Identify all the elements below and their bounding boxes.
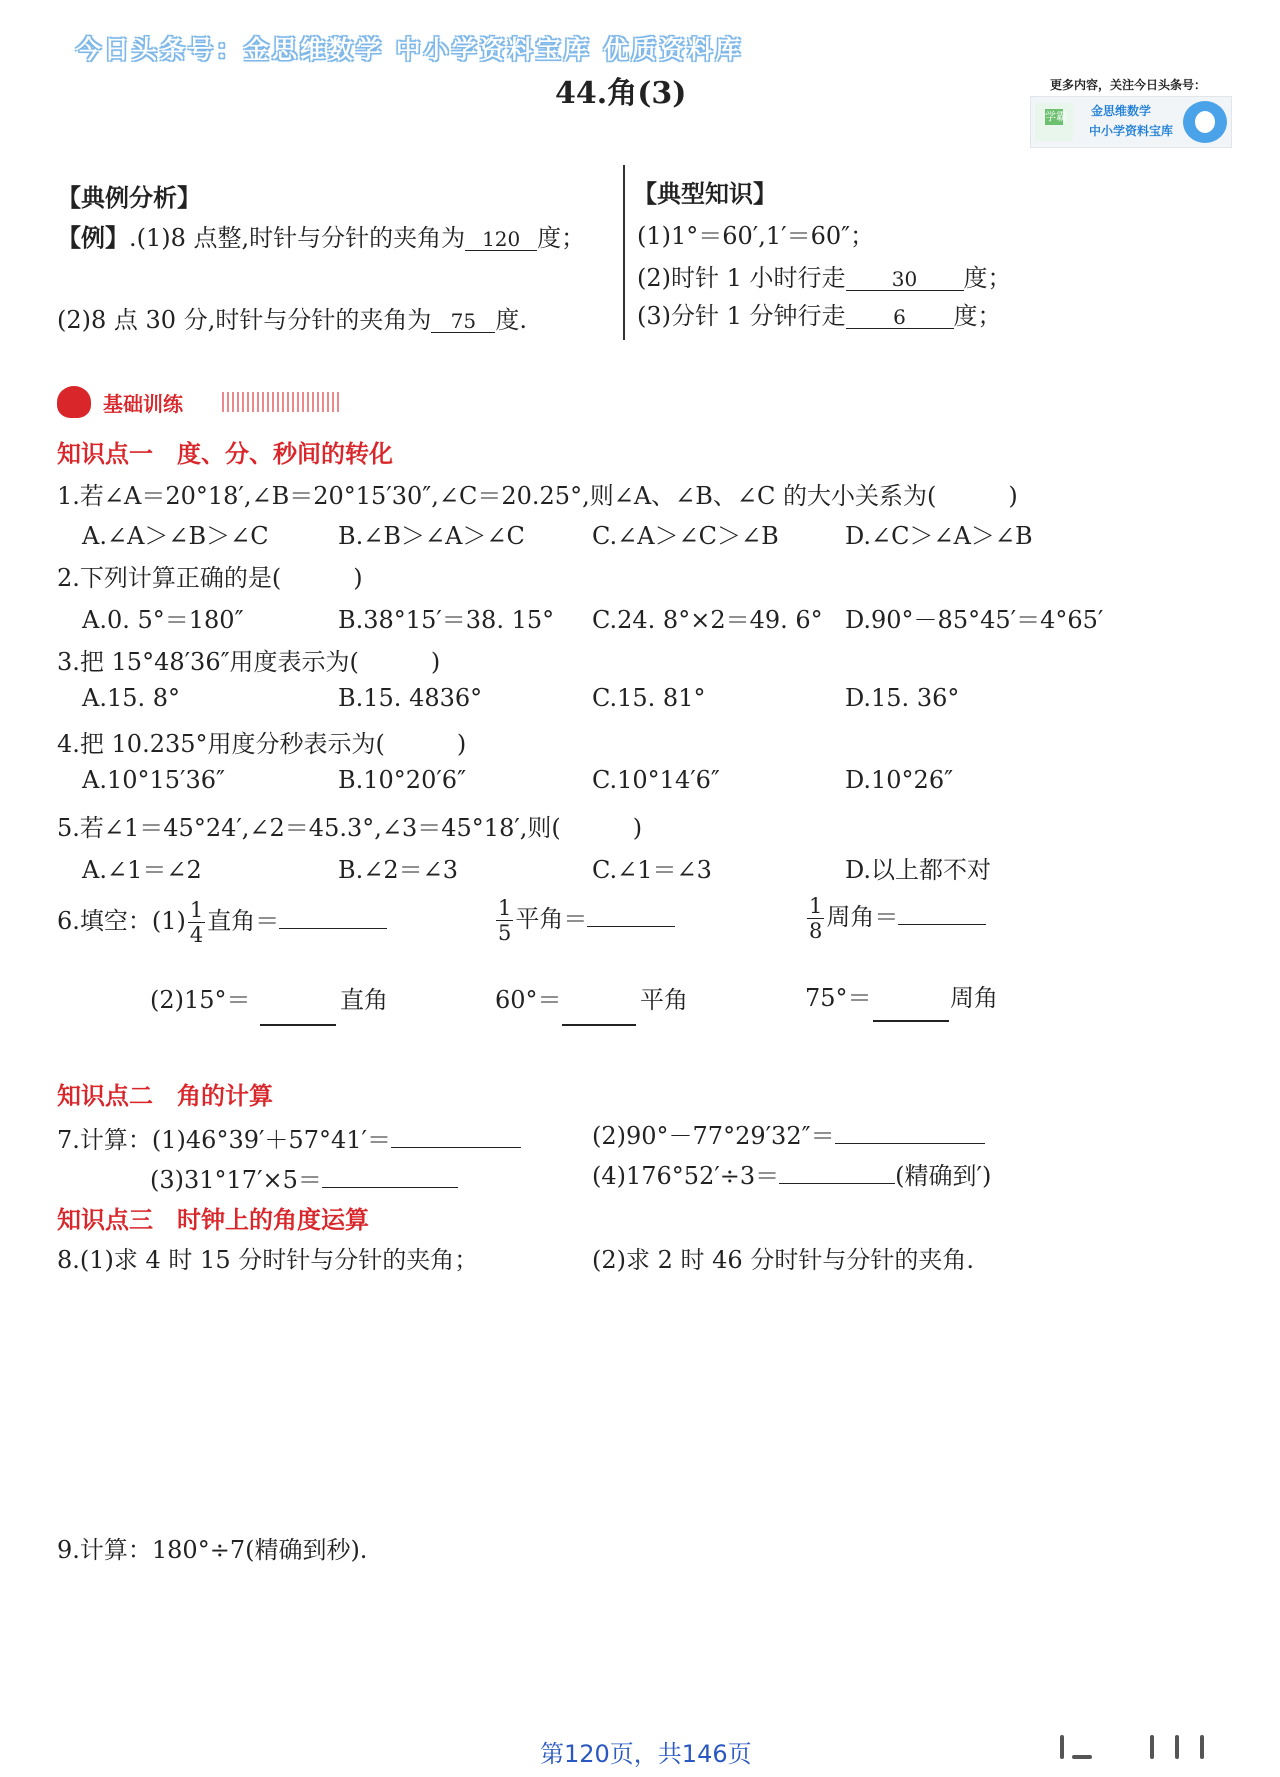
q4-option-c: C.10°14′6″	[592, 766, 720, 794]
q2-option-a: A.0. 5°＝180″	[82, 606, 244, 634]
q4-option-b: B.10°20′6″	[338, 766, 467, 794]
toolbar-bar-icon[interactable]	[1200, 1735, 1204, 1759]
q6-blank-6	[873, 1020, 949, 1022]
fraction-fifth	[496, 896, 513, 945]
column-divider	[623, 165, 625, 340]
q6-part2-b: 60°＝	[495, 986, 562, 1014]
q5-option-d: D.以上都不对	[845, 856, 992, 884]
example-label: 【例】	[57, 223, 129, 252]
q7-blank-4	[779, 1183, 895, 1184]
q5-option-b: B.∠2＝∠3	[338, 856, 459, 884]
page-indicator: 第120页，共146页	[540, 1740, 752, 1768]
fraction-quarter	[188, 898, 205, 947]
badge-label: 基础训练	[103, 392, 183, 416]
logo-text: 学霸	[1045, 110, 1067, 123]
q7-p2-text: (2)90°－77°29′32″＝	[592, 1122, 835, 1150]
toolbar-mark-icon[interactable]	[1060, 1735, 1064, 1759]
q4-stem: 4.把 10.235°用度分秒表示为( )	[57, 730, 467, 758]
q3-option-d: D.15. 36°	[845, 684, 960, 712]
q4-option-d: D.10°26″	[845, 766, 954, 794]
example-q1-answer: 120	[465, 228, 537, 251]
q2-option-b: B.38°15′＝38. 15°	[338, 606, 555, 634]
q6-part1-c	[805, 894, 986, 943]
toolbar-divider-icon[interactable]	[1150, 1735, 1154, 1759]
q7-p4-note: (精确到′)	[895, 1162, 992, 1190]
q1-stem: 1.若∠A＝20°18′,∠B＝20°15′30″,∠C＝20.25°,则∠A、∠B、∠C 的大小关系为( )	[57, 482, 1018, 510]
promo-card[interactable]	[1030, 96, 1232, 148]
q6-part2-unit1: 直角	[340, 986, 388, 1014]
promo-account-name: 金思维数学	[1091, 104, 1152, 118]
q7-blank-2	[835, 1143, 985, 1144]
q1-option-c: C.∠A＞∠C＞∠B	[592, 522, 779, 550]
knowledge-k3-suffix: 度；	[953, 302, 1002, 330]
q7-label: 7.计算：	[57, 1126, 152, 1154]
knowledge-k1: (1)1°＝60′,1′＝60″；	[637, 222, 875, 250]
header-banner: 今日头条号：金思维数学 中小学资料宝库 优质资料库	[76, 35, 744, 64]
q7-blank-1	[391, 1147, 521, 1148]
knowledge-k2-answer: 30	[846, 268, 964, 291]
q7-p3-text: (3)31°17′×5＝	[150, 1166, 322, 1194]
avatar-icon	[1183, 101, 1227, 143]
frac-den: 5	[498, 921, 512, 945]
q3-stem: 3.把 15°48′36″用度表示为( )	[57, 648, 441, 676]
badge-dots	[222, 392, 342, 412]
q7-part4	[592, 1156, 991, 1191]
q6-part2-c: 75°＝	[805, 984, 872, 1012]
q7-p1-text: (1)46°39′＋57°41′＝	[151, 1126, 391, 1154]
knowledge-heading: 【典型知识】	[633, 179, 777, 208]
q6-unit-straight-angle: 平角＝	[515, 905, 588, 933]
q8-part2: (2)求 2 时 46 分时针与分针的夹角.	[592, 1246, 974, 1274]
example-q1	[57, 218, 585, 253]
example-q2-text: (2)8 点 30 分,时针与分针的夹角为	[57, 306, 432, 334]
mascot-icon	[57, 386, 91, 418]
q6-unit-full-angle: 周角＝	[826, 903, 899, 931]
q3-option-b: B.15. 4836°	[338, 684, 483, 712]
frac-den: 4	[189, 923, 204, 947]
q7-part1	[57, 1120, 521, 1155]
q6-blank-5	[562, 1024, 636, 1026]
knowledge-k3	[637, 296, 1002, 331]
section-heading-2: 知识点二 角的计算	[57, 1082, 273, 1110]
q9: 9.计算：180°÷7(精确到秒).	[57, 1536, 368, 1564]
toolbar-bar-icon[interactable]	[1175, 1735, 1179, 1759]
app-logo-icon	[1035, 103, 1073, 141]
q5-stem: 5.若∠1＝45°24′,∠2＝45.3°,∠3＝45°18′,则( )	[57, 814, 643, 842]
fraction-eighth	[807, 894, 824, 943]
q3-option-c: C.15. 81°	[592, 684, 706, 712]
page-title: 44.角(3)	[555, 76, 687, 111]
q6-part1-b	[494, 896, 675, 945]
q2-stem: 2.下列计算正确的是( )	[57, 564, 363, 592]
knowledge-k3-answer: 6	[846, 306, 954, 329]
q6-part2-unit2: 平角	[640, 986, 688, 1014]
q2-option-c: C.24. 8°×2＝49. 6°	[592, 606, 823, 634]
section-heading-1: 知识点一 度、分、秒间的转化	[57, 440, 393, 468]
q1-option-a: A.∠A＞∠B＞∠C	[82, 522, 269, 550]
q7-part2	[592, 1116, 985, 1151]
frac-num: 1	[809, 894, 823, 918]
frac-num: 1	[189, 898, 204, 922]
knowledge-k3-text: (3)分针 1 分钟行走	[637, 302, 846, 330]
q7-p4-text: (4)176°52′÷3＝	[592, 1162, 780, 1190]
q2-option-d: D.90°－85°45′＝4°65′	[845, 606, 1104, 634]
knowledge-k2	[637, 258, 1012, 293]
q6-blank-4	[260, 1024, 336, 1026]
frac-den: 8	[809, 919, 823, 943]
example-q2-answer: 75	[431, 310, 495, 333]
q3-option-a: A.15. 8°	[82, 684, 181, 712]
basic-training-badge	[57, 386, 297, 418]
promo-account-sub: 中小学资料宝库	[1089, 124, 1174, 138]
q1-option-b: B.∠B＞∠A＞∠C	[338, 522, 525, 550]
knowledge-k2-suffix: 度；	[963, 264, 1012, 292]
q7-blank-3	[322, 1187, 458, 1188]
toolbar-underline-icon[interactable]	[1072, 1755, 1092, 1759]
promo-caption: 更多内容，关注今日头条号：	[1050, 78, 1207, 92]
example-heading: 【典例分析】	[57, 183, 201, 212]
example-q2-suffix: 度.	[495, 306, 527, 334]
q6-blank-2	[587, 926, 675, 927]
q6-part2-unit3: 周角	[950, 984, 998, 1012]
viewer-toolbar[interactable]	[1050, 1733, 1250, 1761]
q8-part1: 8.(1)求 4 时 15 分时针与分针的夹角；	[57, 1246, 479, 1274]
knowledge-k2-text: (2)时针 1 小时行走	[637, 264, 846, 292]
example-q1-text: .(1)8 点整,时针与分针的夹角为	[129, 224, 466, 252]
q6-unit-right-angle: 直角＝	[207, 907, 280, 935]
example-q2	[57, 300, 527, 335]
example-q1-suffix: 度；	[537, 224, 586, 252]
q7-part3	[150, 1160, 458, 1195]
q5-option-a: A.∠1＝∠2	[82, 856, 202, 884]
q6-blank-3	[898, 924, 986, 925]
q6-part2-label: (2)15°＝	[150, 986, 251, 1014]
section-heading-3: 知识点三 时钟上的角度运算	[57, 1206, 369, 1234]
q6-blank-1	[279, 928, 387, 929]
frac-num: 1	[498, 896, 512, 920]
q6-part1-a	[57, 898, 387, 947]
q1-option-d: D.∠C＞∠A＞∠B	[845, 522, 1033, 550]
q6-label: 6.填空：(1)	[57, 907, 186, 935]
q5-option-c: C.∠1＝∠3	[592, 856, 712, 884]
q4-option-a: A.10°15′36″	[82, 766, 225, 794]
